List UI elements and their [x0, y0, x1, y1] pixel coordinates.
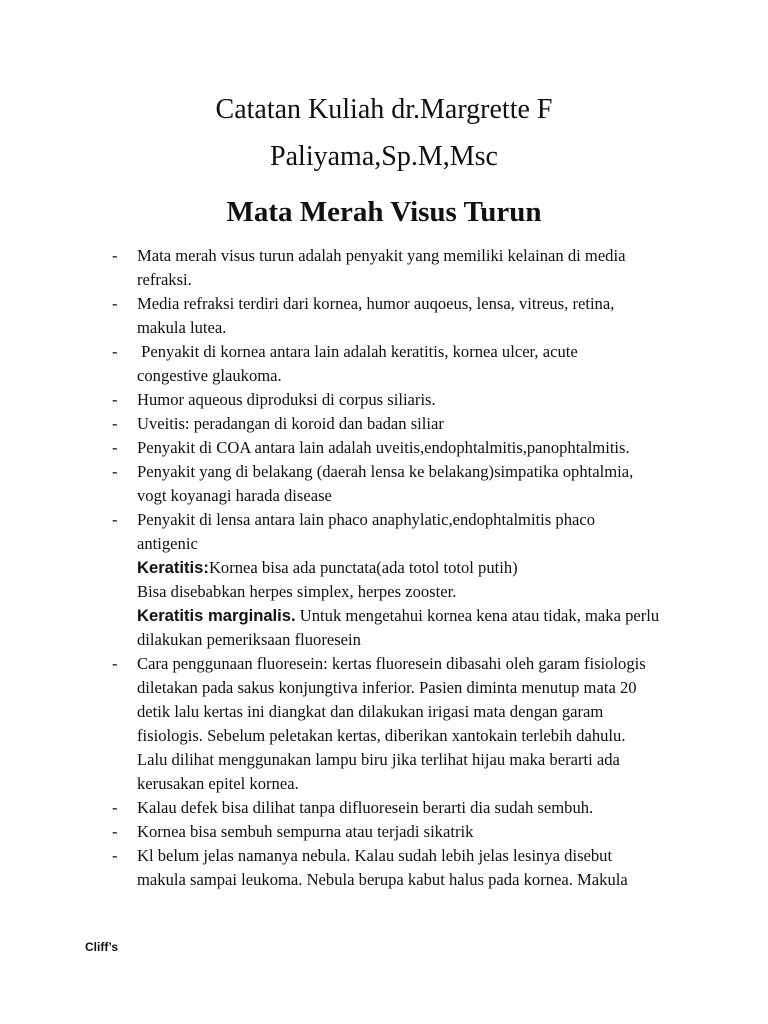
list-item: - Penyakit di lensa antara lain phaco anaphylatic,endophtalmitis phaco antigenic	[112, 510, 596, 553]
keratitis-note	[0, 556, 768, 604]
list-item: - Penyakit di kornea antara lain adalah keratitis, kornea ulcer, acute congestive glaukoma.	[112, 342, 578, 385]
list-item: - Humor aqueous diproduksi di corpus siliaris.	[0, 388, 768, 412]
bullet-dash: -	[112, 462, 118, 481]
bullet-dash: -	[112, 246, 118, 265]
keratitis-marginalis-text: Untuk mengetahui kornea kena atau tidak, maka perlu	[295, 606, 660, 625]
footer-signature: Cliff’s	[85, 940, 119, 954]
list-item: - Mata merah visus turun adalah penyakit yang memiliki kelainan di media refraksi.	[112, 246, 626, 289]
bullet-dash: -	[112, 510, 118, 529]
page-title-line-1: Catatan Kuliah dr.Margrette F	[215, 94, 553, 125]
bullet-dash: -	[112, 414, 118, 433]
keratitis-label: Keratitis:	[137, 558, 209, 577]
keratitis-text-2: Bisa disebabkan herpes simplex, herpes zooster.	[137, 582, 457, 601]
bullet-dash: -	[112, 438, 118, 457]
bullet-dash: -	[112, 798, 118, 817]
list-item: - Kalau defek bisa dilihat tanpa difluoresein berarti dia sudah sembuh.	[0, 796, 768, 820]
list-item: - Kl belum jelas namanya nebula. Kalau sudah lebih jelas lesinya disebut makula sampai leukoma. Nebula berupa kabut halus pada kornea. Makula	[112, 846, 628, 889]
notes-list	[0, 244, 768, 892]
keratitis-marginalis-label: Keratitis marginalis.	[137, 606, 296, 625]
list-item: - Cara penggunaan fluoresein: kertas fluoresein dibasahi oleh garam fisiologis diletakan pada sakus konjungtiva inferior. Pasien diminta menutup mata 20 detik lalu kertas ini diangkat dan dilakukan irigasi mata dengan garam fisiologis. Sebelum peletakan kertas, diberikan xantokain terlebih dahulu. Lalu dilihat menggunakan lampu biru jika terlihat hijau maka berarti ada kerusakan epitel kornea.	[112, 654, 646, 793]
bullet-dash: -	[112, 846, 118, 865]
bullet-dash: -	[112, 342, 118, 361]
list-item: - Penyakit di COA antara lain adalah uveitis,endophtalmitis,panophtalmitis.	[0, 436, 768, 460]
list-item: - Uveitis: peradangan di koroid dan badan siliar	[0, 412, 768, 436]
bullet-dash: -	[112, 822, 118, 841]
page-title-line-2: Paliyama,Sp.M,Msc	[270, 141, 498, 172]
keratitis-text: Kornea bisa ada punctata(ada totol totol putih)	[208, 558, 518, 577]
bullet-dash: -	[112, 390, 118, 409]
section-heading: Mata Merah Visus Turun	[226, 196, 542, 228]
list-item: - Kornea bisa sembuh sempurna atau terjadi sikatrik	[0, 820, 768, 844]
keratitis-marginalis-note	[0, 604, 768, 652]
list-item: - Penyakit yang di belakang (daerah lensa ke belakang)simpatika ophtalmia, vogt koyanagi harada disease	[112, 462, 634, 505]
bullet-dash: -	[112, 294, 118, 313]
keratitis-marginalis-text-2: dilakukan pemeriksaan fluoresein	[137, 630, 361, 649]
list-item: - Media refraksi terdiri dari kornea, humor auqoeus, lensa, vitreus, retina, makula lutea.	[112, 294, 615, 337]
bullet-dash: -	[112, 654, 118, 673]
